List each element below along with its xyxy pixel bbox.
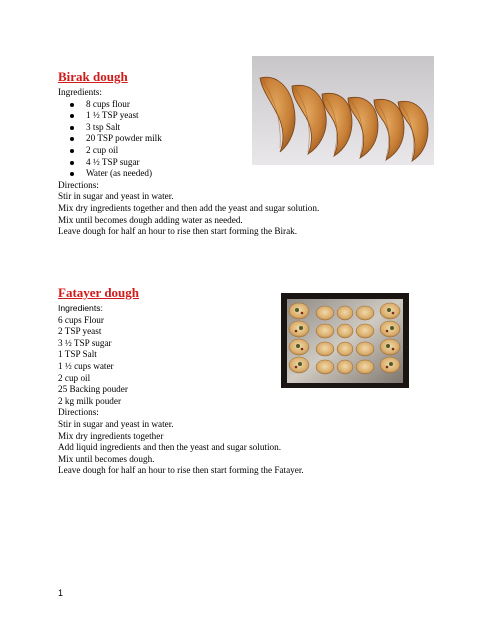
direction-line: Leave dough for half an hour to rise then start forming the Birak. [58, 226, 298, 237]
direction-line: Add liquid ingredients and then the yeast and sugar solution. [58, 442, 282, 453]
direction-line: Mix dry ingredients together and then add the yeast and sugar solution. [58, 202, 320, 213]
direction-line: Mix dry ingredients together [58, 430, 164, 441]
list-item: 1 ½ TSP yeast [58, 110, 319, 122]
fatayer-photo [281, 293, 409, 388]
direction-line: Stir in sugar and yeast in water. [58, 191, 174, 202]
list-item: Water (as needed) [58, 168, 319, 180]
list-item: 3 tsp Salt [58, 122, 319, 134]
birak-directions-heading: Directions: [58, 179, 99, 190]
fatayer-ingredient: 25 Backing pouder [58, 384, 128, 395]
page-number: 1 [58, 588, 64, 598]
fatayer-ingredients-heading: Ingredients: [58, 303, 103, 313]
fatayer-title: Fatayer dough [58, 285, 140, 300]
list-item: 20 TSP powder milk [58, 133, 319, 145]
fatayer-ingredient: 1 ½ cups water [58, 360, 114, 371]
fatayer-ingredient: 2 cup oil [58, 372, 91, 383]
fatayer-ingredient: 2 kg milk pouder [58, 395, 122, 406]
direction-line: Mix until becomes dough adding water as needed. [58, 214, 243, 225]
fatayer-ingredient: 6 cups Flour [58, 314, 104, 325]
list-item: 2 cup oil [58, 145, 319, 157]
direction-line: Leave dough for half an hour to rise then start forming the Fatayer. [58, 465, 304, 476]
fatayer-directions-heading: Directions: [58, 407, 99, 418]
fatayer-ingredient: 3 ½ TSP sugar [58, 337, 112, 348]
direction-line: Stir in sugar and yeast in water. [58, 418, 174, 429]
fatayer-ingredient: 2 TSP yeast [58, 326, 102, 337]
birak-ingredients-heading: Ingredients: [58, 87, 102, 97]
birak-title: Birak dough [58, 69, 128, 84]
list-item: 4 ½ TSP sugar [58, 157, 319, 169]
fatayer-section [58, 285, 304, 477]
fatayer-ingredient: 1 TSP Salt [58, 349, 97, 360]
birak-photo [252, 56, 434, 165]
direction-line: Mix until becomes dough. [58, 453, 155, 464]
list-item: 8 cups flour [58, 99, 319, 111]
